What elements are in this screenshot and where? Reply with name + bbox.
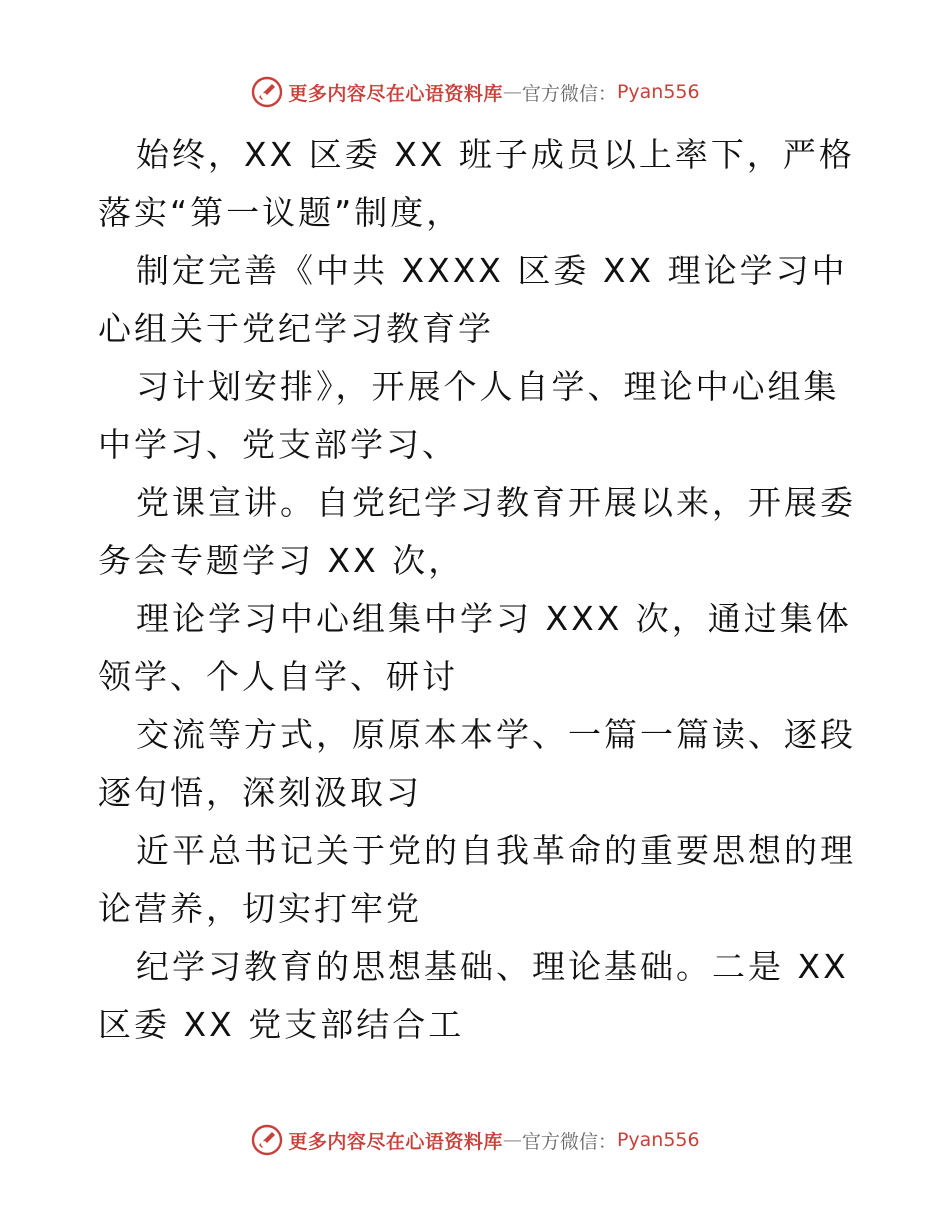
brand-logo-icon: [250, 1123, 284, 1157]
paragraph-2: 制定完善《中共 XXXX 区委 XX 理论学习中心组关于党纪学习教育学: [98, 251, 848, 348]
footer-watermark: [0, 1120, 950, 1160]
paragraph-8: 纪学习教育的思想基础、理论基础。二是 XX 区委 XX 党支部结合工: [98, 947, 849, 1044]
paragraph-7: 近平总书记关于党的自我革命的重要思想的理论营养，切实打牢党: [98, 831, 856, 928]
watermark-wechat-label: 官方微信：: [521, 82, 617, 105]
watermark-wechat-label: 官方微信：: [521, 1130, 617, 1153]
watermark-dash: —: [502, 1129, 522, 1151]
paragraph-6: 交流等方式，原原本本学、一篇一篇读、逐段逐句悟，深刻汲取习: [98, 715, 856, 812]
paragraph-4: 党课宣讲。自党纪学习教育开展以来，开展委务会专题学习 XX 次，: [98, 483, 856, 580]
watermark-main-text: 更多内容尽在心语资料库: [288, 82, 503, 105]
paragraph-5: 理论学习中心组集中学习 XXX 次，通过集体领学、个人自学、研讨: [98, 599, 852, 696]
watermark-wechat-id: Pyan556: [616, 81, 700, 103]
paragraph-1: 始终，XX 区委 XX 班子成员以上率下，严格落实“第一议题”制度，: [98, 135, 855, 232]
paragraph-3: 习计划安排》，开展个人自学、理论中心组集中学习、党支部学习、: [98, 367, 840, 464]
watermark-main-text: 更多内容尽在心语资料库: [288, 1130, 503, 1153]
watermark-dash: —: [502, 81, 522, 103]
brand-logo-icon: [250, 75, 284, 109]
watermark-wechat-id: Pyan556: [616, 1129, 700, 1151]
document-body: [98, 126, 858, 1054]
header-watermark: [0, 72, 950, 112]
